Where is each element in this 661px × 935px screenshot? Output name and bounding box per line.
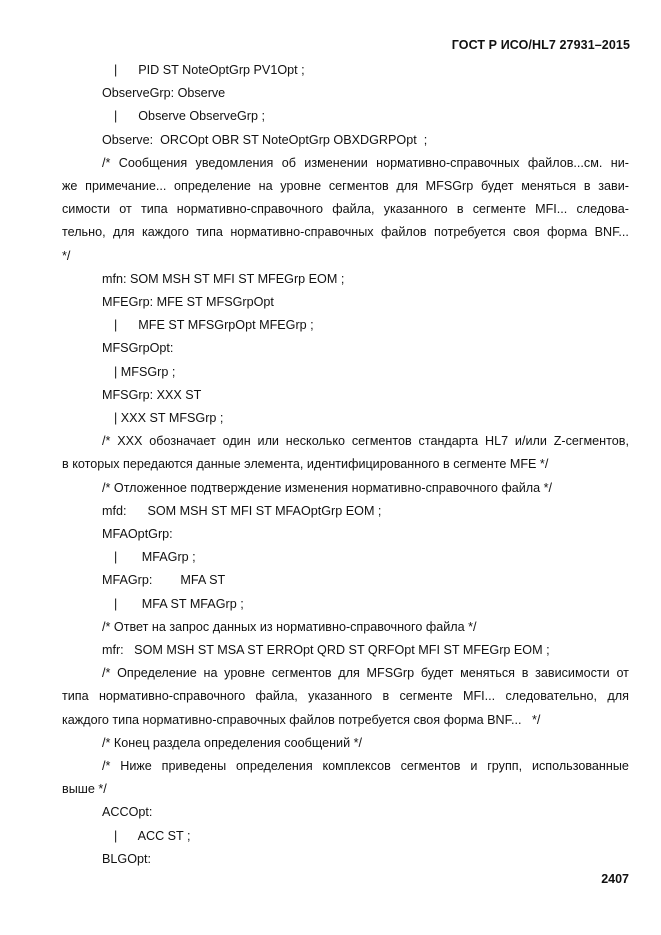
text-line: | PID ST NoteOptGrp PV1Opt ; xyxy=(114,63,305,77)
text-line: | XXX ST MFSGrp ; xyxy=(114,411,224,425)
text-line: | MFAGrp ; xyxy=(114,550,196,565)
text-line: */ xyxy=(62,248,71,263)
text-line: /* Конец раздела определения сообщений */ xyxy=(102,735,363,750)
text-line: | Observe ObserveGrp ; xyxy=(114,109,265,124)
text-line: mfr: SOM MSH ST MSA ST ERROpt QRD ST QRFOpt MFI ST MFEGrp EOM ; xyxy=(102,643,550,657)
text-line: /* Ответ на запрос данных из нормативно-справочного файла */ xyxy=(102,619,477,634)
text-line: типа нормативно-справочного файла, указанного в сегменте MFI... следовательно, для xyxy=(62,689,629,704)
document-header: ГОСТ Р ИСО/HL7 27931–2015 xyxy=(451,38,630,52)
text-line: /* Сообщения уведомления об изменении нормативно-справочных файлов...см. ни- xyxy=(102,155,629,170)
text-line: | MFE ST MFSGrpOpt MFEGrp ; xyxy=(114,318,314,333)
page-number: 2407 xyxy=(601,872,629,886)
text-line: же примечание... определение на уровне сегментов для MFSGrp будет меняться в зави- xyxy=(62,179,629,193)
text-line: | MFA ST MFAGrp ; xyxy=(114,596,244,611)
text-line: BLGOpt: xyxy=(102,851,151,866)
text-line: /* XXX обозначает один или несколько сегментов стандарта HL7 и/или Z-сегментов, xyxy=(102,434,629,449)
text-line: MFAOptGrp: xyxy=(102,527,173,541)
text-line: ObserveGrp: Observe xyxy=(102,86,226,101)
text-line: MFEGrp: MFE ST MFSGrpOpt xyxy=(102,295,274,309)
text-line: MFSGrpOpt: xyxy=(102,341,174,356)
text-line: симости от типа нормативно-справочного файла, указанного в сегменте MFI... следова- xyxy=(62,202,629,217)
text-line: /* Определение на уровне сегментов для MFSGrp будет меняться в зависимости от xyxy=(102,666,629,681)
text-line: mfn: SOM MSH ST MFI ST MFEGrp EOM ; xyxy=(102,271,345,286)
text-line: ACCOpt: xyxy=(102,805,153,820)
text-line: каждого типа нормативно-справочных файлов потребуется своя форма BNF... */ xyxy=(62,712,541,727)
text-line: mfd: SOM MSH ST MFI ST MFAOptGrp EOM ; xyxy=(102,503,382,518)
text-line: выше */ xyxy=(62,782,107,797)
text-line: /* Отложенное подтверждение изменения нормативно-справочного файла */ xyxy=(102,480,552,495)
text-line: тельно, для каждого типа нормативно-справочных файлов потребуется своя форма BNF... xyxy=(62,225,629,240)
text-line: MFSGrp: XXX ST xyxy=(102,387,202,402)
text-line: Observe: ORCOpt OBR ST NoteOptGrp OBXDGRPOpt ; xyxy=(102,132,428,147)
text-line: MFAGrp: MFA ST xyxy=(102,573,226,588)
text-line: в которых передаются данные элемента, идентифицированного в сегменте MFE */ xyxy=(62,457,549,472)
text-line: /* Ниже приведены определения комплексов сегментов и групп, использованные xyxy=(102,759,629,773)
text-line: | ACC ST ; xyxy=(114,828,191,843)
text-line: | MFSGrp ; xyxy=(114,364,176,379)
